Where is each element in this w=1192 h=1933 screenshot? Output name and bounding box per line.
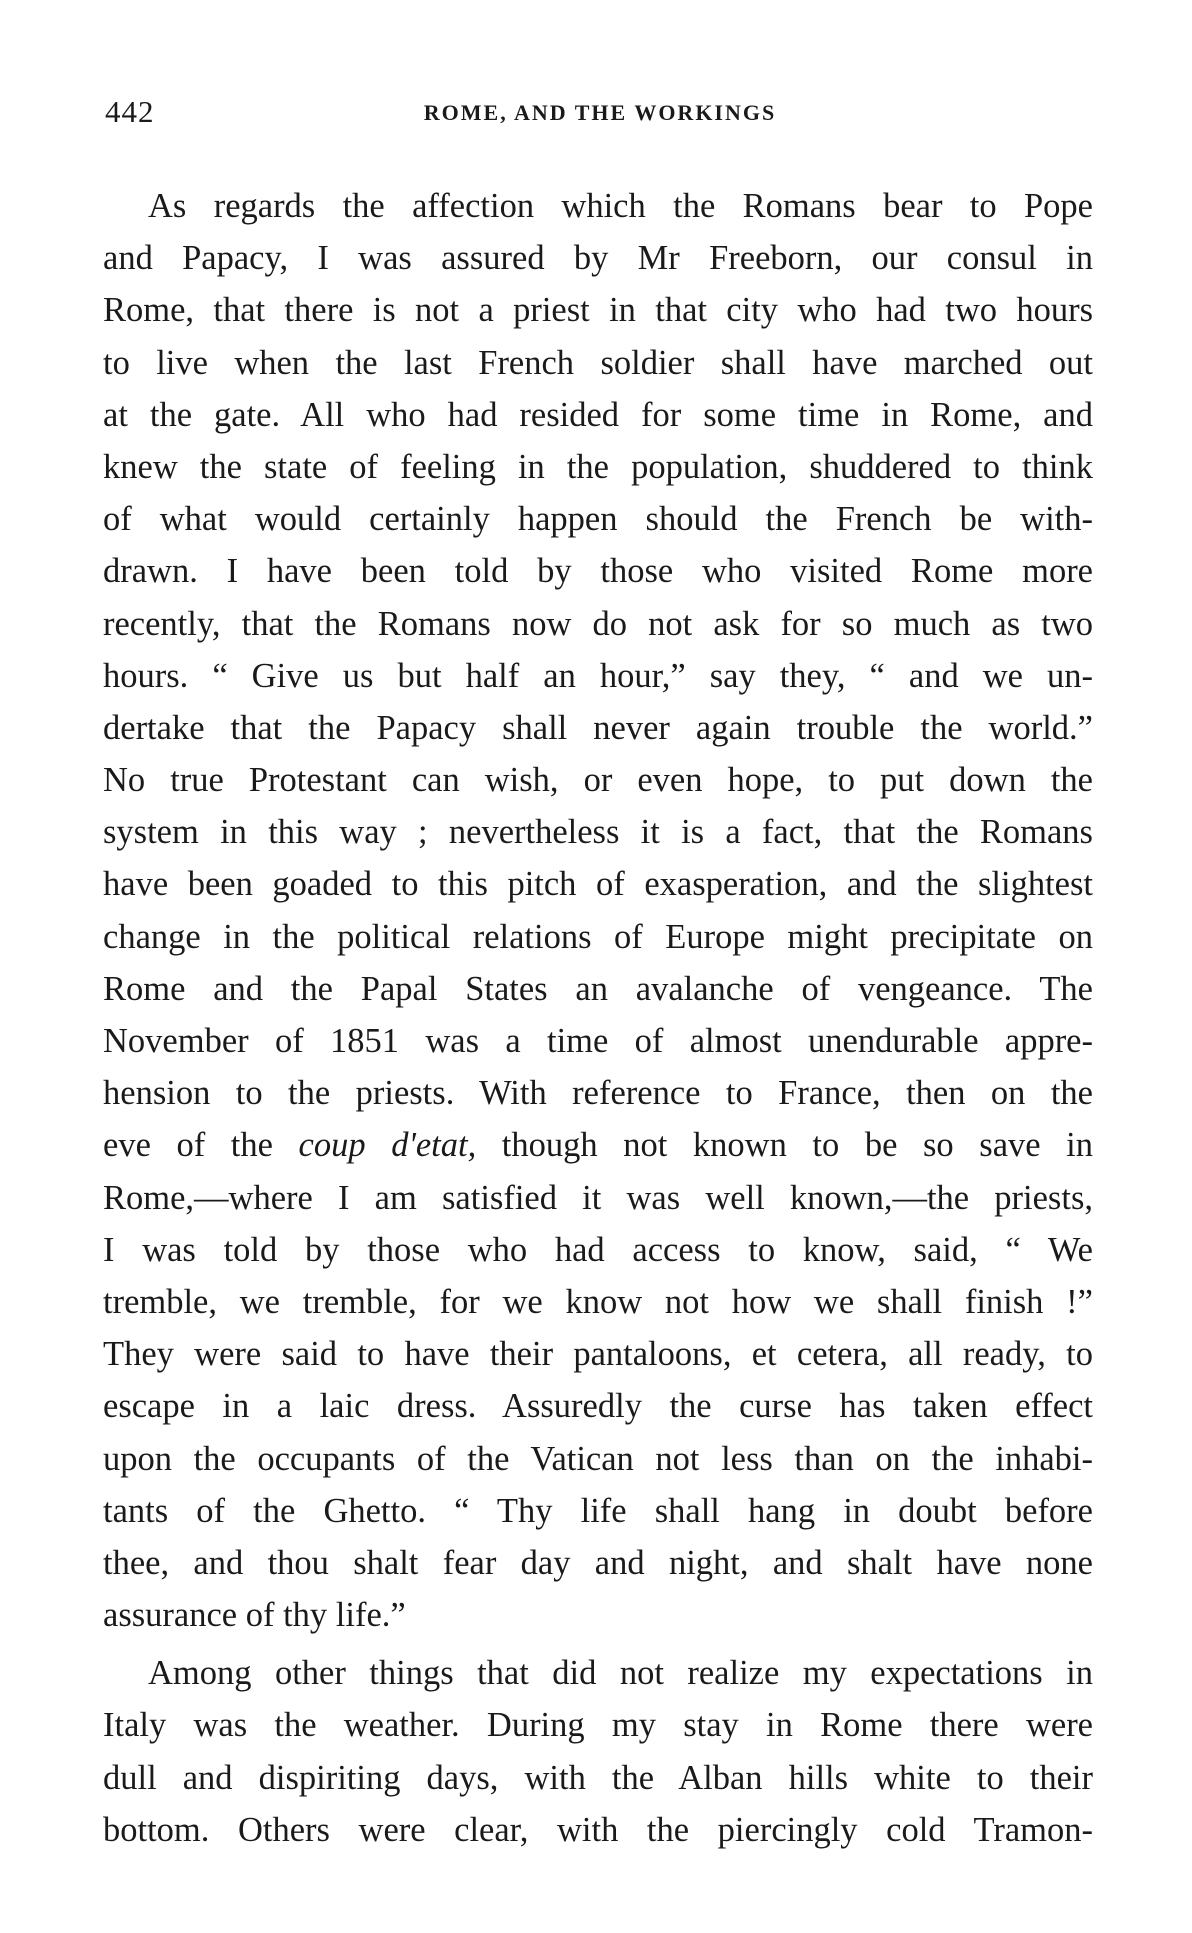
text-line: have been goaded to this pitch of exasperation, and the slightest (103, 865, 1093, 904)
text-line: thee, and thou shalt fear day and night, and shalt have none (103, 1543, 1093, 1582)
text-line-with-italic (103, 1119, 1093, 1171)
text-line: to live when the last French soldier shall have marched out (103, 343, 1093, 382)
text-line: dull and dispiriting days, with the Alban hills white to their (103, 1758, 1093, 1797)
text-line: I was told by those who had access to know, said, “ We (103, 1230, 1093, 1269)
paragraph-1 (103, 180, 1093, 1641)
text-line: Rome,—where I am satisfied it was well known,—the priests, (103, 1178, 1093, 1217)
text-line: No true Protestant can wish, or even hope, to put down the (103, 761, 1093, 800)
text-line: hension to the priests. With reference to France, then on the (103, 1074, 1093, 1113)
text-line: Rome and the Papal States an avalanche of vengeance. The (103, 969, 1093, 1008)
text-line: escape in a laic dress. Assuredly the curse has taken effect (103, 1387, 1093, 1426)
text-line: dertake that the Papacy shall never again trouble the world.” (103, 708, 1093, 747)
text-line: at the gate. All who had resided for some time in Rome, and (103, 395, 1093, 434)
text-fragment: though not known to be so save in (476, 1126, 1093, 1165)
text-line: recently, that the Romans now do not ask for so much as two (103, 604, 1093, 643)
running-title: ROME, AND THE WORKINGS (423, 100, 777, 125)
text-line: upon the occupants of the Vatican not less than on the inhabi- (103, 1439, 1093, 1478)
text-line: assurance of thy life.” (103, 1596, 406, 1635)
text-line: November of 1851 was a time of almost unendurable appre- (103, 1022, 1093, 1060)
text-line: Italy was the weather. During my stay in Rome there were (103, 1706, 1093, 1745)
text-line: tants of the Ghetto. “ Thy life shall hang in doubt before (103, 1491, 1093, 1530)
page-number: 442 (105, 94, 155, 129)
italic-phrase: coup d'etat, (298, 1126, 477, 1165)
text-line: and Papacy, I was assured by Mr Freeborn, our consul in (103, 239, 1093, 278)
text-line: system in this way ; nevertheless it is a fact, that the Romans (103, 813, 1093, 852)
text-line: Rome, that there is not a priest in that city who had two hours (103, 291, 1093, 330)
text-line: bottom. Others were clear, with the piercingly cold Tramon- (103, 1810, 1093, 1849)
text-line: hours. “ Give us but half an hour,” say they, “ and we un- (103, 656, 1093, 695)
body-text (103, 180, 1093, 1856)
text-line: of what would certainly happen should the French be with- (103, 500, 1093, 539)
text-line: Among other things that did not realize my expectations in (148, 1654, 1093, 1693)
text-line: drawn. I have been told by those who visited Rome more (103, 552, 1093, 591)
text-line: As regards the affection which the Romans bear to Pope (148, 187, 1093, 225)
text-line: They were said to have their pantaloons, et cetera, all ready, to (103, 1335, 1093, 1374)
text-line: knew the state of feeling in the population, shuddered to think (103, 447, 1093, 486)
paragraph-2 (103, 1647, 1093, 1856)
text-fragment: eve of the (103, 1126, 299, 1165)
text-line: change in the political relations of Europe might precipitate on (103, 917, 1093, 956)
text-line: tremble, we tremble, for we know not how we shall finish !” (103, 1282, 1093, 1321)
page-header (100, 94, 1100, 134)
